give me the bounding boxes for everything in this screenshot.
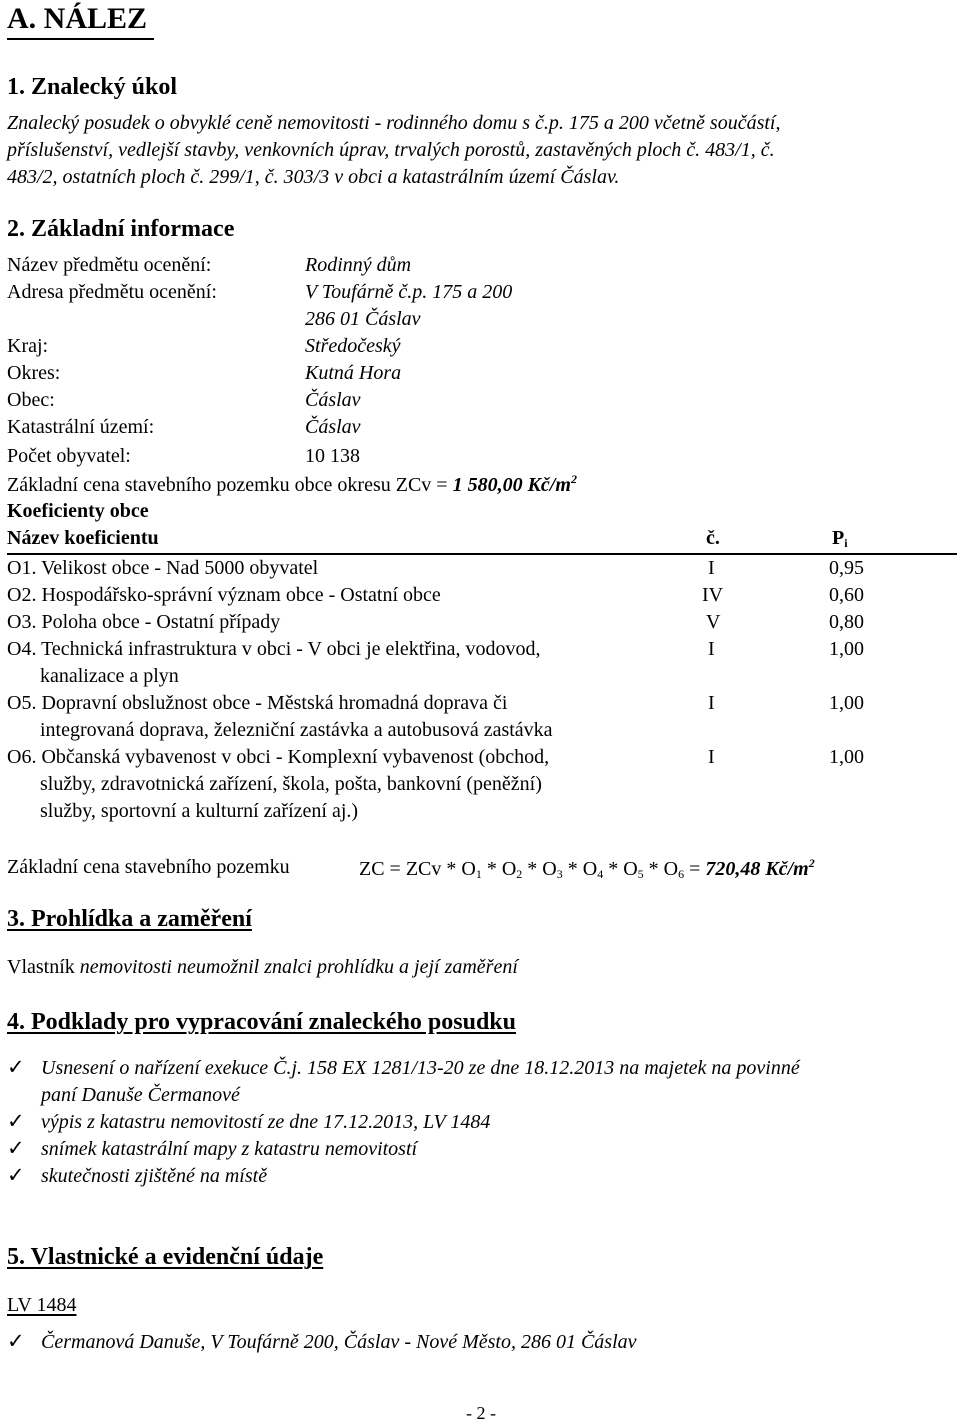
population-value: 10 138 [305,445,360,467]
info-label: Název předmětu ocenění: [7,254,212,276]
base-price-label: Základní cena stavebního pozemku obce okresu ZCv = [7,474,448,496]
coef-row-name: O6. Občanská vybavenost v obci - Komplexní vybavenost (obchod, služby, zdravotnická zařízení, škola, pošta, bankovní (peněžní) služby, sportovní a kulturní zařízení aj.) [7,746,550,822]
coef-row-num: I [708,692,715,714]
info-label: Obec: [7,389,55,411]
section-4-heading: 4. Podklady pro vypracování znaleckého posudku [7,1009,517,1035]
info-value: 286 01 Čáslav [305,308,421,330]
checkmark-icon: ✓ [7,1055,25,1079]
zc-label: Základní cena stavebního pozemku [7,856,290,878]
info-value: Středočeský [305,335,401,357]
info-value: Kutná Hora [305,362,402,384]
section-1-heading: 1. Znalecký úkol [7,74,178,100]
coef-header-name: Název koeficientu [7,527,159,549]
info-label: Katastrální území: [7,416,155,438]
checkmark-icon: ✓ [7,1329,25,1353]
info-value: Čáslav [305,416,361,438]
info-value: V Toufárně č.p. 175 a 200 [305,281,513,303]
coef-row-value: 1,00 [829,638,864,660]
source-item: snímek katastrální mapy z katastru nemovitostí [41,1138,418,1160]
zc-result: 720,48 $Kč/m^2$ [705,856,815,880]
coef-row-num: IV [702,584,724,606]
coef-header-p: $P_i$ [832,527,848,550]
coef-row-name: O1. Velikost obce - Nad 5000 obyvatel [7,557,319,579]
section-1-line: příslušenství, vedlejší stavby, venkovních úprav, trvalých porostů, zastavěných ploch č. 483/1, č. [7,139,775,161]
coef-row-num: V [706,611,721,633]
section-1-line: Znalecký posudek o obvyklé ceně nemovitosti - rodinného domu s č.p. 175 a 200 včetně součástí, [7,112,781,134]
info-value: Rodinný dům [305,254,412,276]
coef-row-value: 0,80 [829,611,864,633]
coef-row-num: I [708,638,715,660]
source-item: Usnesení o nařízení exekuce Č.j. 158 EX 1281/13-20 ze dne 18.12.2013 na majetek na povinné paní Danuše Čermanové [41,1057,800,1106]
info-label: Adresa předmětu ocenění: [7,281,217,303]
source-item: výpis z katastru nemovitostí ze dne 17.12.2013, LV 1484 [41,1111,491,1133]
zc-formula: ZC = ZCv * $O_1 * O_2 * O_3 * O_4 * O_5 * O_6 = 720,48$ $Kč/m^2$ [359,856,815,881]
coef-row-value: 1,00 [829,746,864,768]
page-number: - 2 - [466,1403,496,1423]
base-price-value: 1 580,00 $Kč/m^2$ [452,472,577,496]
info-label: Kraj: [7,335,49,357]
section-3-text: Vlastník nemovitosti neumožnil znalci prohlídku a její zaměření [7,956,518,978]
coef-row-name: O4. Technická infrastruktura v obci - V obci je elektřina, vodovod, kanalizace a plyn [7,638,541,687]
document-title: A. NÁLEZ [7,2,148,35]
source-item: skutečnosti zjištěné na místě [41,1165,268,1187]
coef-row-name: O3. Poloha obce - Ostatní případy [7,611,281,633]
checkmark-icon: ✓ [7,1136,25,1160]
section-5-heading: 5. Vlastnické a evidenční údaje [7,1244,324,1270]
coef-row-name: O5. Dopravní obslužnost obce - Městská hromadná doprava či integrovaná doprava, železniční zastávka a autobusová zastávka [7,692,553,741]
section-3-heading: 3. Prohlídka a zaměření [7,906,252,932]
coef-row-num: I [708,557,715,579]
coef-row-name: O2. Hospodářsko-správní význam obce - Ostatní obce [7,584,441,606]
section-2-heading: 2. Základní informace [7,216,235,242]
info-label: Okres: [7,362,61,384]
coef-row-value: 0,60 [829,584,864,606]
coef-header-num: č. [706,527,720,549]
coefficients-title: Koeficienty obce [7,500,149,522]
owner-entry: Čermanová Danuše, V Toufárně 200, Čáslav - Nové Město, 286 01 Čáslav [41,1331,637,1353]
checkmark-icon: ✓ [7,1163,25,1187]
coef-row-value: 1,00 [829,692,864,714]
base-price [7,472,577,497]
coef-row-num: I [708,746,715,768]
info-value: Čáslav [305,389,361,411]
title-underline [7,38,154,40]
population-label: Počet obyvatel: [7,445,131,467]
checkmark-icon: ✓ [7,1109,25,1133]
lv-number: LV 1484 [7,1294,77,1316]
section-1-text [7,110,781,191]
coef-row-value: 0,95 [829,557,864,579]
section-1-line: 483/2, ostatních ploch č. 299/1, č. 303/3 v obci a katastrálním území Čáslav. [7,166,620,188]
